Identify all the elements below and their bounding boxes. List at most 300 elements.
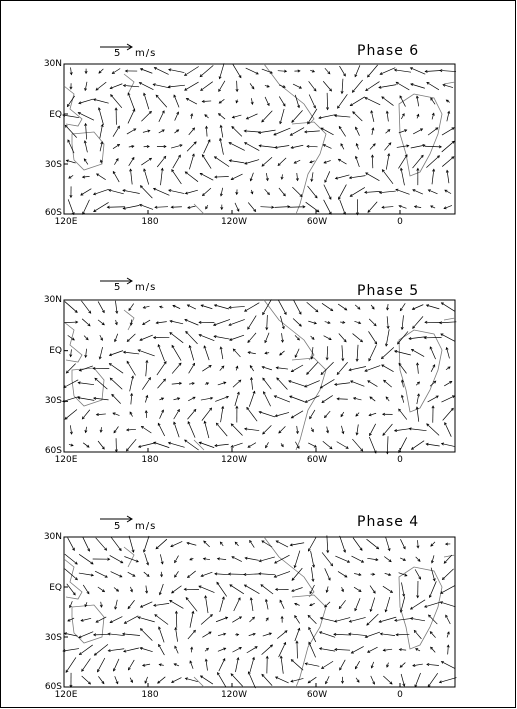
wind-arrow <box>85 69 87 74</box>
wind-arrow <box>98 587 105 592</box>
wind-arrow <box>205 596 208 613</box>
wind-arrow <box>291 365 303 372</box>
wind-arrow <box>205 648 208 651</box>
wind-arrow <box>385 329 389 346</box>
wind-arrow <box>154 603 169 606</box>
wind-arrow <box>371 111 374 122</box>
wind-arrow <box>84 141 87 152</box>
wind-arrow <box>219 99 224 103</box>
wind-arrow <box>380 68 395 75</box>
wind-arrow <box>325 68 330 74</box>
wind-arrow <box>115 438 117 451</box>
wind-arrow <box>140 68 152 73</box>
wind-arrow <box>220 188 222 196</box>
wind-arrow <box>334 633 351 635</box>
wind-arrow <box>123 351 139 354</box>
wind-arrow <box>157 145 166 147</box>
wind-arrow <box>356 424 358 434</box>
wind-arrow <box>130 394 132 405</box>
wind-arrow <box>201 676 213 684</box>
wind-arrow <box>428 673 438 687</box>
wind-arrow <box>140 186 152 198</box>
wind-arrow <box>413 129 422 134</box>
wind-arrow <box>399 409 407 419</box>
wind-arrow <box>325 171 330 182</box>
wind-arrow <box>305 663 319 667</box>
wind-arrow <box>232 647 241 652</box>
wind-arrow <box>350 176 366 179</box>
wind-arrow <box>233 349 240 357</box>
wind-arrow <box>204 541 210 547</box>
wind-arrow <box>214 319 230 325</box>
wind-arrow <box>386 304 388 310</box>
wind-arrow <box>415 569 421 579</box>
wind-arrow <box>380 633 395 636</box>
wind-arrow <box>349 366 366 370</box>
wind-arrow <box>386 663 388 667</box>
wind-arrow <box>231 424 242 436</box>
wind-arrow <box>356 678 359 682</box>
wind-arrow <box>219 81 225 92</box>
wind-arrow <box>365 191 381 193</box>
wind-arrow <box>124 84 140 86</box>
wind-arrow <box>383 424 393 435</box>
wind-arrow <box>323 81 331 91</box>
wind-arrow <box>128 660 134 670</box>
wind-arrow <box>276 677 289 683</box>
wind-arrow <box>322 661 333 668</box>
wind-arrow <box>441 334 455 341</box>
wind-arrow <box>399 573 407 576</box>
wind-arrow <box>338 185 346 200</box>
wind-arrow <box>412 305 423 310</box>
wind-arrow <box>311 336 314 339</box>
wind-arrow <box>338 304 347 310</box>
wind-arrow <box>108 649 124 652</box>
wind-arrow <box>382 97 394 106</box>
wind-arrow <box>113 659 119 671</box>
wind-arrow <box>249 633 255 635</box>
lon-label-120w: 120W <box>220 455 248 465</box>
wind-arrow <box>365 97 380 104</box>
wind-arrow <box>431 365 435 372</box>
wind-arrow <box>339 66 345 76</box>
wind-arrow <box>63 649 79 652</box>
wind-arrow <box>235 392 240 406</box>
wind-arrow <box>261 585 273 594</box>
wind-arrow <box>441 396 454 402</box>
wind-arrow <box>64 380 78 388</box>
wind-arrow <box>138 350 155 356</box>
wind-arrow <box>311 428 313 432</box>
wind-arrow <box>326 427 328 433</box>
wind-arrow <box>169 69 185 73</box>
wind-arrow <box>123 190 140 194</box>
wind-arrow <box>219 114 226 119</box>
wind-arrow <box>115 600 118 609</box>
wind-arrow <box>384 380 392 387</box>
wind-arrow <box>290 128 304 136</box>
wind-arrow <box>413 155 424 168</box>
wind-arrow <box>250 378 252 390</box>
wind-arrow <box>428 190 437 194</box>
wind-arrow <box>262 111 272 122</box>
lon-label-120w: 120W <box>220 217 248 227</box>
wind-arrow <box>400 663 405 668</box>
wind-arrow <box>396 189 410 194</box>
wind-arrow <box>250 598 253 611</box>
wind-arrow <box>124 616 138 624</box>
wind-arrow <box>85 427 87 433</box>
wind-arrow <box>366 173 380 181</box>
wind-arrow <box>246 114 257 119</box>
wind-arrow <box>204 346 209 360</box>
lon-label-120e: 120E <box>54 217 78 227</box>
wind-arrow <box>368 202 377 213</box>
wind-arrow <box>386 436 388 454</box>
wind-arrow <box>412 441 425 450</box>
wind-arrow <box>94 634 109 636</box>
wind-arrow <box>233 64 241 77</box>
wind-arrow <box>68 538 75 551</box>
wind-arrow <box>396 82 409 90</box>
wind-arrow <box>202 408 212 421</box>
wind-arrow <box>78 397 94 401</box>
wind-arrow <box>70 186 72 197</box>
wind-arrow <box>251 190 253 194</box>
wind-arrow <box>335 383 350 386</box>
wind-arrow <box>111 537 121 550</box>
wind-arrow <box>446 615 451 624</box>
wind-arrow <box>130 412 132 417</box>
wind-arrow <box>289 380 306 386</box>
wind-arrow <box>305 396 319 403</box>
wind-arrow <box>96 538 107 550</box>
wind-arrow <box>154 442 170 448</box>
wind-arrow <box>306 202 319 212</box>
wind-arrow <box>236 406 238 422</box>
wind-arrow <box>140 335 153 340</box>
wind-arrow <box>417 168 419 185</box>
wind-arrow <box>417 114 419 118</box>
wind-arrow <box>174 398 180 400</box>
wind-arrow <box>191 114 193 119</box>
wind-arrow <box>308 677 316 683</box>
wind-arrow <box>96 413 105 415</box>
wind-arrow <box>366 82 380 91</box>
wind-arrow <box>185 190 197 194</box>
wind-arrow <box>430 347 436 359</box>
wind-arrow <box>339 334 346 342</box>
wind-arrow <box>281 443 283 446</box>
wind-arrow <box>415 673 421 687</box>
wind-arrow <box>276 588 289 590</box>
wind-arrow <box>139 82 153 89</box>
wind-arrow <box>245 428 259 431</box>
wind-arrow <box>220 366 224 371</box>
wind-arrow <box>70 425 72 434</box>
wind-arrow <box>262 366 272 370</box>
wind-arrow <box>128 572 135 576</box>
wind-arrow <box>200 173 213 180</box>
wind-arrow <box>274 571 290 577</box>
wind-arrow <box>367 558 378 560</box>
wind-arrow <box>66 364 75 373</box>
wind-arrow <box>308 321 316 324</box>
wind-arrow <box>265 97 269 106</box>
wind-arrow <box>369 413 376 416</box>
coastline <box>64 86 82 126</box>
wind-arrow <box>353 334 363 342</box>
wind-arrow <box>395 619 411 622</box>
wind-arrow <box>218 648 226 651</box>
wind-arrow <box>109 351 122 356</box>
wind-arrow <box>340 536 346 552</box>
ref-vector-value: 5 <box>114 282 122 293</box>
wind-arrow <box>244 585 259 594</box>
wind-arrow <box>190 647 192 652</box>
wind-arrow <box>171 206 182 208</box>
wind-arrow <box>236 366 238 370</box>
wind-arrow <box>401 114 404 119</box>
panel-phase-5 <box>0 271 517 471</box>
wind-arrow <box>279 642 286 657</box>
wind-arrow <box>79 573 93 576</box>
wind-arrow <box>250 83 254 88</box>
wind-arrow <box>154 336 170 338</box>
wind-arrow <box>263 378 271 389</box>
wind-arrow <box>99 347 102 359</box>
panel-title: Phase 6 <box>357 43 420 59</box>
wind-arrow <box>114 159 118 165</box>
wind-vector-map <box>64 537 455 687</box>
wind-arrow <box>338 571 347 577</box>
wind-arrow <box>173 155 181 168</box>
wind-arrow <box>278 70 287 72</box>
wind-arrow <box>230 335 244 340</box>
wind-arrow <box>110 378 122 389</box>
wind-arrow <box>385 143 391 151</box>
wind-arrow <box>114 427 118 433</box>
wind-arrow <box>145 586 147 593</box>
wind-arrow <box>115 108 117 125</box>
wind-arrow <box>311 567 314 581</box>
wind-arrow <box>387 316 389 328</box>
lon-label-0: 0 <box>397 455 403 465</box>
wind-arrow <box>219 659 225 671</box>
wind-arrow <box>235 203 239 211</box>
wind-arrow <box>235 542 238 546</box>
wind-arrow <box>100 427 102 432</box>
wind-arrow <box>190 661 193 669</box>
wind-arrow <box>368 647 378 652</box>
wind-arrow <box>308 443 316 447</box>
wind-arrow <box>188 206 196 208</box>
wind-arrow <box>398 331 408 343</box>
wind-arrow <box>265 333 269 343</box>
lon-label-0: 0 <box>397 217 403 227</box>
wind-arrow <box>83 443 89 447</box>
wind-arrow <box>353 112 363 121</box>
wind-arrow <box>276 541 288 547</box>
wind-arrow <box>205 383 209 385</box>
wind-arrow <box>93 558 110 560</box>
wind-arrow <box>352 439 362 451</box>
wind-arrow <box>145 411 147 418</box>
wind-arrow <box>85 124 87 140</box>
wind-arrow <box>417 540 419 548</box>
wind-arrow <box>446 367 450 370</box>
wind-arrow <box>95 378 107 389</box>
wind-arrow <box>96 617 106 622</box>
wind-arrow <box>339 600 345 608</box>
wind-arrow <box>413 316 423 328</box>
wind-arrow <box>324 161 331 164</box>
wind-arrow <box>325 676 329 683</box>
wind-arrow <box>280 656 283 674</box>
lon-label-120e: 120E <box>54 690 78 700</box>
wind-arrow <box>158 423 164 436</box>
wind-arrow <box>322 552 333 565</box>
wind-arrow <box>107 206 125 208</box>
wind-arrow <box>326 93 328 110</box>
wind-arrow <box>291 678 303 682</box>
wind-arrow <box>115 676 118 683</box>
wind-arrow <box>174 95 179 107</box>
wind-arrow <box>202 155 211 169</box>
wind-arrow <box>248 351 256 353</box>
ref-vector-unit: m/s <box>135 282 157 293</box>
wind-arrow <box>311 172 313 181</box>
wind-arrow <box>278 158 286 166</box>
wind-arrow <box>429 581 436 597</box>
wind-arrow <box>350 187 365 196</box>
wind-arrow <box>201 615 212 625</box>
wind-arrow <box>216 423 227 436</box>
wind-arrow <box>311 551 315 567</box>
wind-arrow <box>281 616 283 622</box>
wind-arrow <box>66 657 76 672</box>
wind-arrow <box>356 199 358 214</box>
wind-arrow <box>161 168 164 185</box>
wind-arrow <box>342 345 344 360</box>
wind-arrow <box>399 648 406 650</box>
coastline <box>194 677 204 687</box>
wind-arrow <box>296 173 298 181</box>
lat-label-60s: 60S <box>44 446 62 456</box>
wind-arrow <box>140 629 152 641</box>
wind-arrow <box>157 379 165 388</box>
wind-arrow <box>427 305 440 309</box>
wind-arrow <box>230 585 244 594</box>
wind-arrow <box>130 678 132 683</box>
wind-arrow <box>413 664 423 667</box>
wind-arrow <box>206 205 208 209</box>
wind-arrow <box>175 556 179 563</box>
wind-arrow <box>279 96 285 105</box>
wind-arrow <box>201 305 212 309</box>
wind-arrow <box>295 628 300 641</box>
wind-arrow <box>279 85 285 88</box>
wind-arrow <box>214 157 229 167</box>
wind-arrow <box>308 186 318 198</box>
wind-arrow <box>401 395 404 402</box>
lon-label-0: 0 <box>397 690 403 700</box>
wind-arrow <box>234 598 240 611</box>
wind-arrow <box>431 568 435 581</box>
wind-arrow <box>175 646 179 653</box>
wind-arrow <box>175 611 177 627</box>
wind-arrow <box>220 347 223 359</box>
wind-arrow <box>110 84 122 89</box>
panel-phase-6 <box>0 37 517 237</box>
wind-arrow <box>110 617 122 623</box>
wind-arrow <box>70 349 72 356</box>
wind-arrow <box>371 305 374 309</box>
wind-arrow <box>292 588 303 592</box>
wind-arrow <box>113 144 120 148</box>
wind-arrow <box>339 126 345 136</box>
panel-title: Phase 4 <box>357 514 420 530</box>
wind-arrow <box>349 633 366 636</box>
wind-arrow <box>100 335 103 340</box>
lat-label-60s: 60S <box>44 208 62 218</box>
wind-arrow <box>229 319 245 325</box>
wind-arrow <box>217 582 227 596</box>
wind-arrow <box>309 642 316 657</box>
wind-arrow <box>371 155 373 168</box>
wind-arrow <box>79 645 92 655</box>
wind-arrow <box>251 98 253 104</box>
wind-arrow <box>171 541 182 546</box>
wind-arrow <box>144 572 149 576</box>
wind-arrow <box>84 159 88 165</box>
wind-arrow <box>383 649 392 651</box>
wind-arrow <box>188 422 195 438</box>
wind-arrow <box>100 142 103 151</box>
wind-arrow <box>335 115 351 117</box>
wind-arrow <box>245 160 259 165</box>
wind-arrow <box>244 130 259 132</box>
wind-arrow <box>431 647 436 652</box>
wind-arrow <box>174 664 179 666</box>
wind-arrow <box>128 93 135 109</box>
lon-label-180: 180 <box>141 455 159 465</box>
wind-arrow <box>432 113 434 119</box>
wind-arrow <box>295 95 299 108</box>
wind-arrow <box>185 678 197 682</box>
wind-arrow <box>446 100 449 102</box>
coastline <box>264 537 314 597</box>
wind-arrow <box>159 130 164 133</box>
wind-arrow <box>250 173 253 181</box>
wind-arrow <box>341 79 343 94</box>
wind-arrow <box>349 617 365 622</box>
wind-arrow <box>307 145 318 147</box>
wind-arrow <box>432 169 435 184</box>
wind-arrow <box>401 582 404 596</box>
wind-arrow <box>424 337 441 339</box>
wind-arrow <box>323 145 331 149</box>
panel-phase-4 <box>0 507 517 707</box>
wind-arrow <box>356 345 358 361</box>
wind-arrow <box>205 115 209 118</box>
wind-arrow <box>98 441 104 449</box>
wind-arrow <box>215 573 229 575</box>
wind-arrow <box>187 542 196 545</box>
wind-arrow <box>232 127 242 137</box>
wind-arrow <box>340 200 346 215</box>
